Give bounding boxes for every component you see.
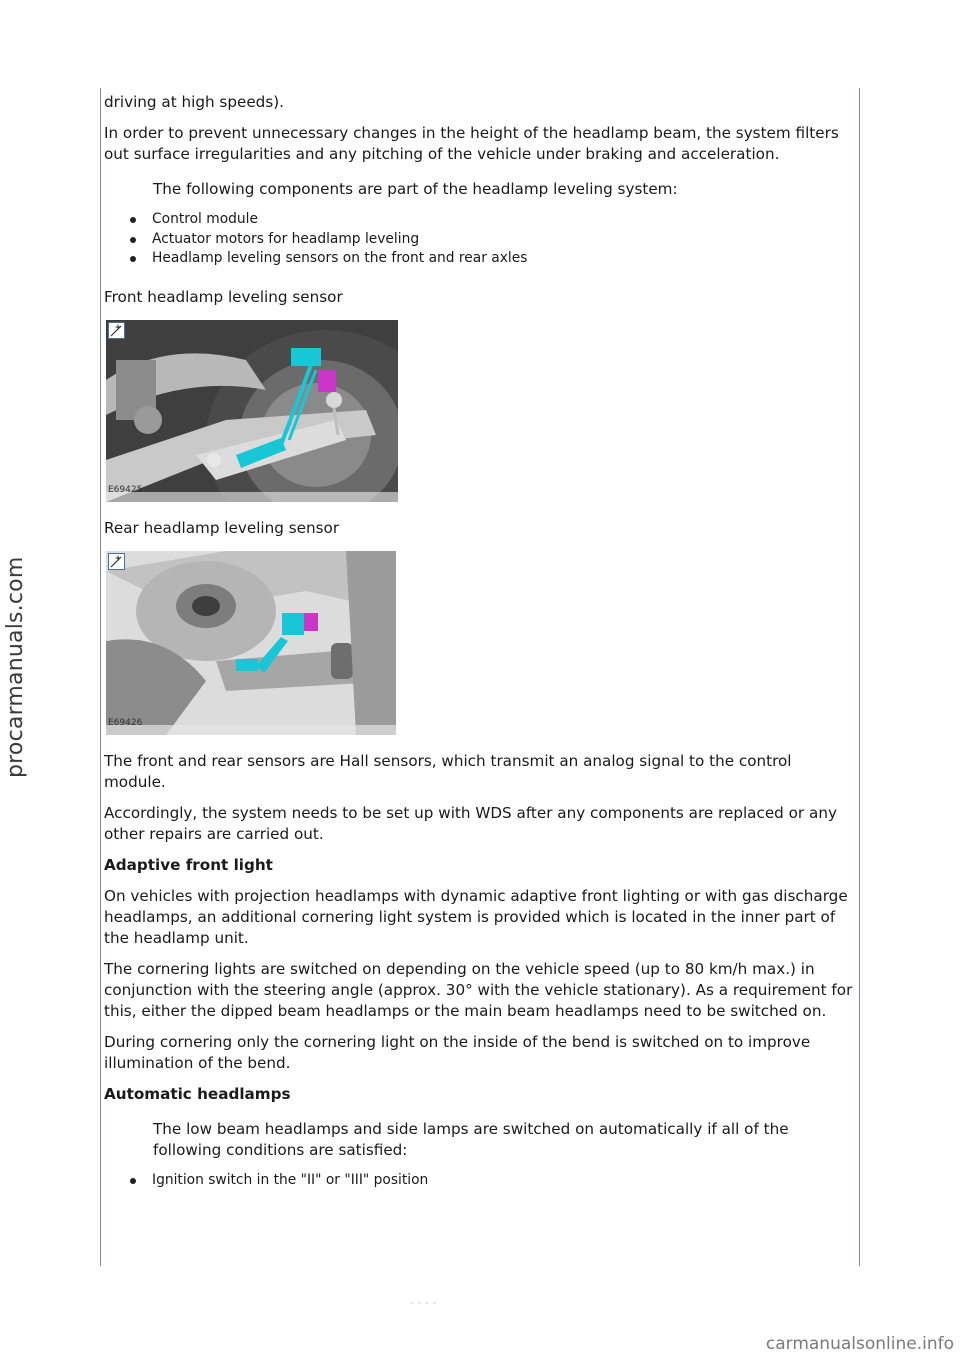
side-watermark: procarmanuals.com xyxy=(3,556,28,778)
figure-code: E69426 xyxy=(108,717,143,728)
section-heading-adaptive-front-light: Adaptive front light xyxy=(104,855,273,874)
paragraph: In order to prevent unnecessary changes in the height of the headlamp beam, the system filters out surface irregularities and any pitching of the vehicle under braking and acceleration. xyxy=(104,124,839,163)
zoom-in-icon[interactable] xyxy=(108,553,125,570)
rear-sensor-figure[interactable] xyxy=(106,551,396,735)
components-list xyxy=(104,210,856,269)
figure-caption-rear: Rear headlamp leveling sensor xyxy=(104,518,340,537)
components-intro: The following components are part of the headlamp leveling system: xyxy=(153,180,678,198)
paragraph: driving at high speeds). xyxy=(104,93,284,111)
figure-caption-front: Front headlamp leveling sensor xyxy=(104,287,343,306)
paragraph: The cornering lights are switched on depending on the vehicle speed (up to 80 km/h max.) in conjunction with the steering angle (approx. 30° with the vehicle stationary). As a requirement for this, either the dipped beam headlamps or the main beam headlamps need to be switched on. xyxy=(104,959,853,1020)
paragraph: On vehicles with projection headlamps with dynamic adaptive front lighting or with gas discharge headlamps, an additional cornering light system is provided which is located in the inner part of the headlamp unit. xyxy=(104,886,848,947)
rear-sensor-illustration xyxy=(106,551,396,735)
list-item: Actuator motors for headlamp leveling xyxy=(130,230,856,250)
conditions-intro: The low beam headlamps and side lamps are switched on automatically if all of the following conditions are satisfied: xyxy=(153,1119,789,1159)
list-item: Headlamp leveling sensors on the front and rear axles xyxy=(130,249,856,269)
section-heading-automatic-headlamps: Automatic headlamps xyxy=(104,1084,291,1103)
frame-left-rule xyxy=(100,88,101,1266)
manual-page-content xyxy=(104,92,856,1208)
front-sensor-figure[interactable] xyxy=(106,320,398,502)
page-number: - - - - xyxy=(410,1296,437,1309)
front-sensor-illustration xyxy=(106,320,398,502)
figure-code: E69425 xyxy=(108,484,143,495)
bullet-icon xyxy=(130,1178,136,1184)
bullet-icon xyxy=(130,237,136,243)
paragraph: During cornering only the cornering light on the inside of the bend is switched on to improve illumination of the bend. xyxy=(104,1032,811,1072)
paragraph: Accordingly, the system needs to be set up with WDS after any components are replaced or any other repairs are carried out. xyxy=(104,803,837,843)
paragraph: The front and rear sensors are Hall sensors, which transmit an analog signal to the control module. xyxy=(104,751,792,791)
frame-right-rule xyxy=(859,88,860,1266)
bottom-watermark: carmanualsonline.info xyxy=(765,1334,954,1354)
zoom-in-icon[interactable] xyxy=(108,322,125,339)
list-item: Control module xyxy=(130,210,856,230)
conditions-list xyxy=(104,1171,856,1191)
bullet-icon xyxy=(130,256,136,262)
list-item: Ignition switch in the "II" or "III" position xyxy=(130,1171,856,1191)
bullet-icon xyxy=(130,217,136,223)
